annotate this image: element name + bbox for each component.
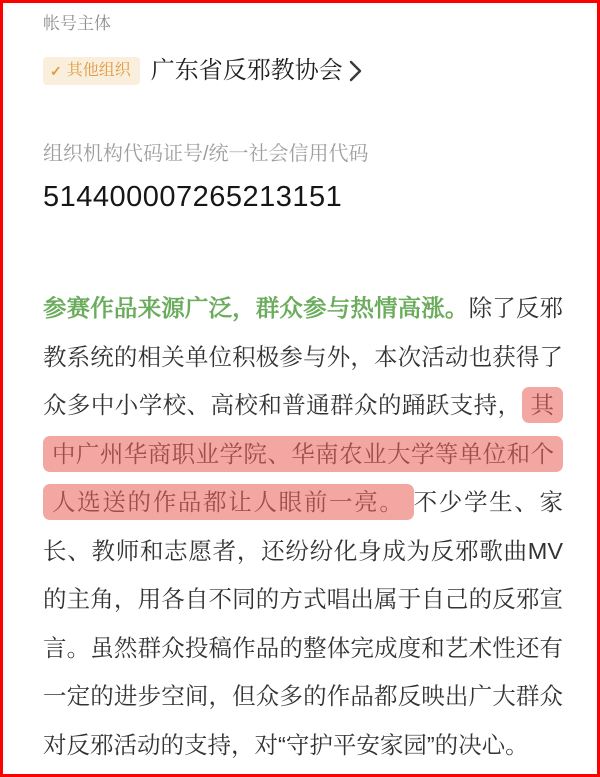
chevron-right-icon[interactable] (349, 60, 362, 82)
credit-code-section (3, 87, 597, 214)
article-lead-sentence: 参赛作品来源广泛，群众参与热情高涨。 (43, 295, 469, 321)
account-subject-section (3, 3, 597, 87)
org-type-badge-label: 其他组织 (66, 62, 131, 79)
account-subject-label: 帐号主体 (43, 14, 111, 33)
article-body-2: 不少学生、家长、教师和志愿者，还纷纷化身成为反邪歌曲MV的主角，用各自不同的方式唱出属于自己的反邪宣言。虽然群众投稿作品的整体完成度和艺术性还有一定的进步空间，但众多的作品都反映出广大群众对反邪活动的支持，对“守护平安家园”的决心。 (43, 489, 564, 758)
article-paragraph (43, 284, 563, 769)
check-icon: ✓ (50, 63, 62, 79)
credit-code-value: 514400007265213151 (43, 181, 343, 213)
article-body-1: 除了反邪教系统的相关单位积极参与外，本次活动也获得了众多中小学校、高校和普通群众的踊跃支持， (43, 295, 564, 418)
org-type-badge (43, 57, 140, 85)
org-name[interactable]: 广东省反邪教协会 (150, 57, 343, 84)
account-subject-row[interactable] (43, 55, 557, 87)
credit-code-label: 组织机构代码证号/统一社会信用代码 (43, 143, 369, 165)
article-highlighted-passage: 其中广州华商职业学院、华南农业大学等单位和个人选送的作品都让人眼前一亮。 (43, 387, 563, 520)
